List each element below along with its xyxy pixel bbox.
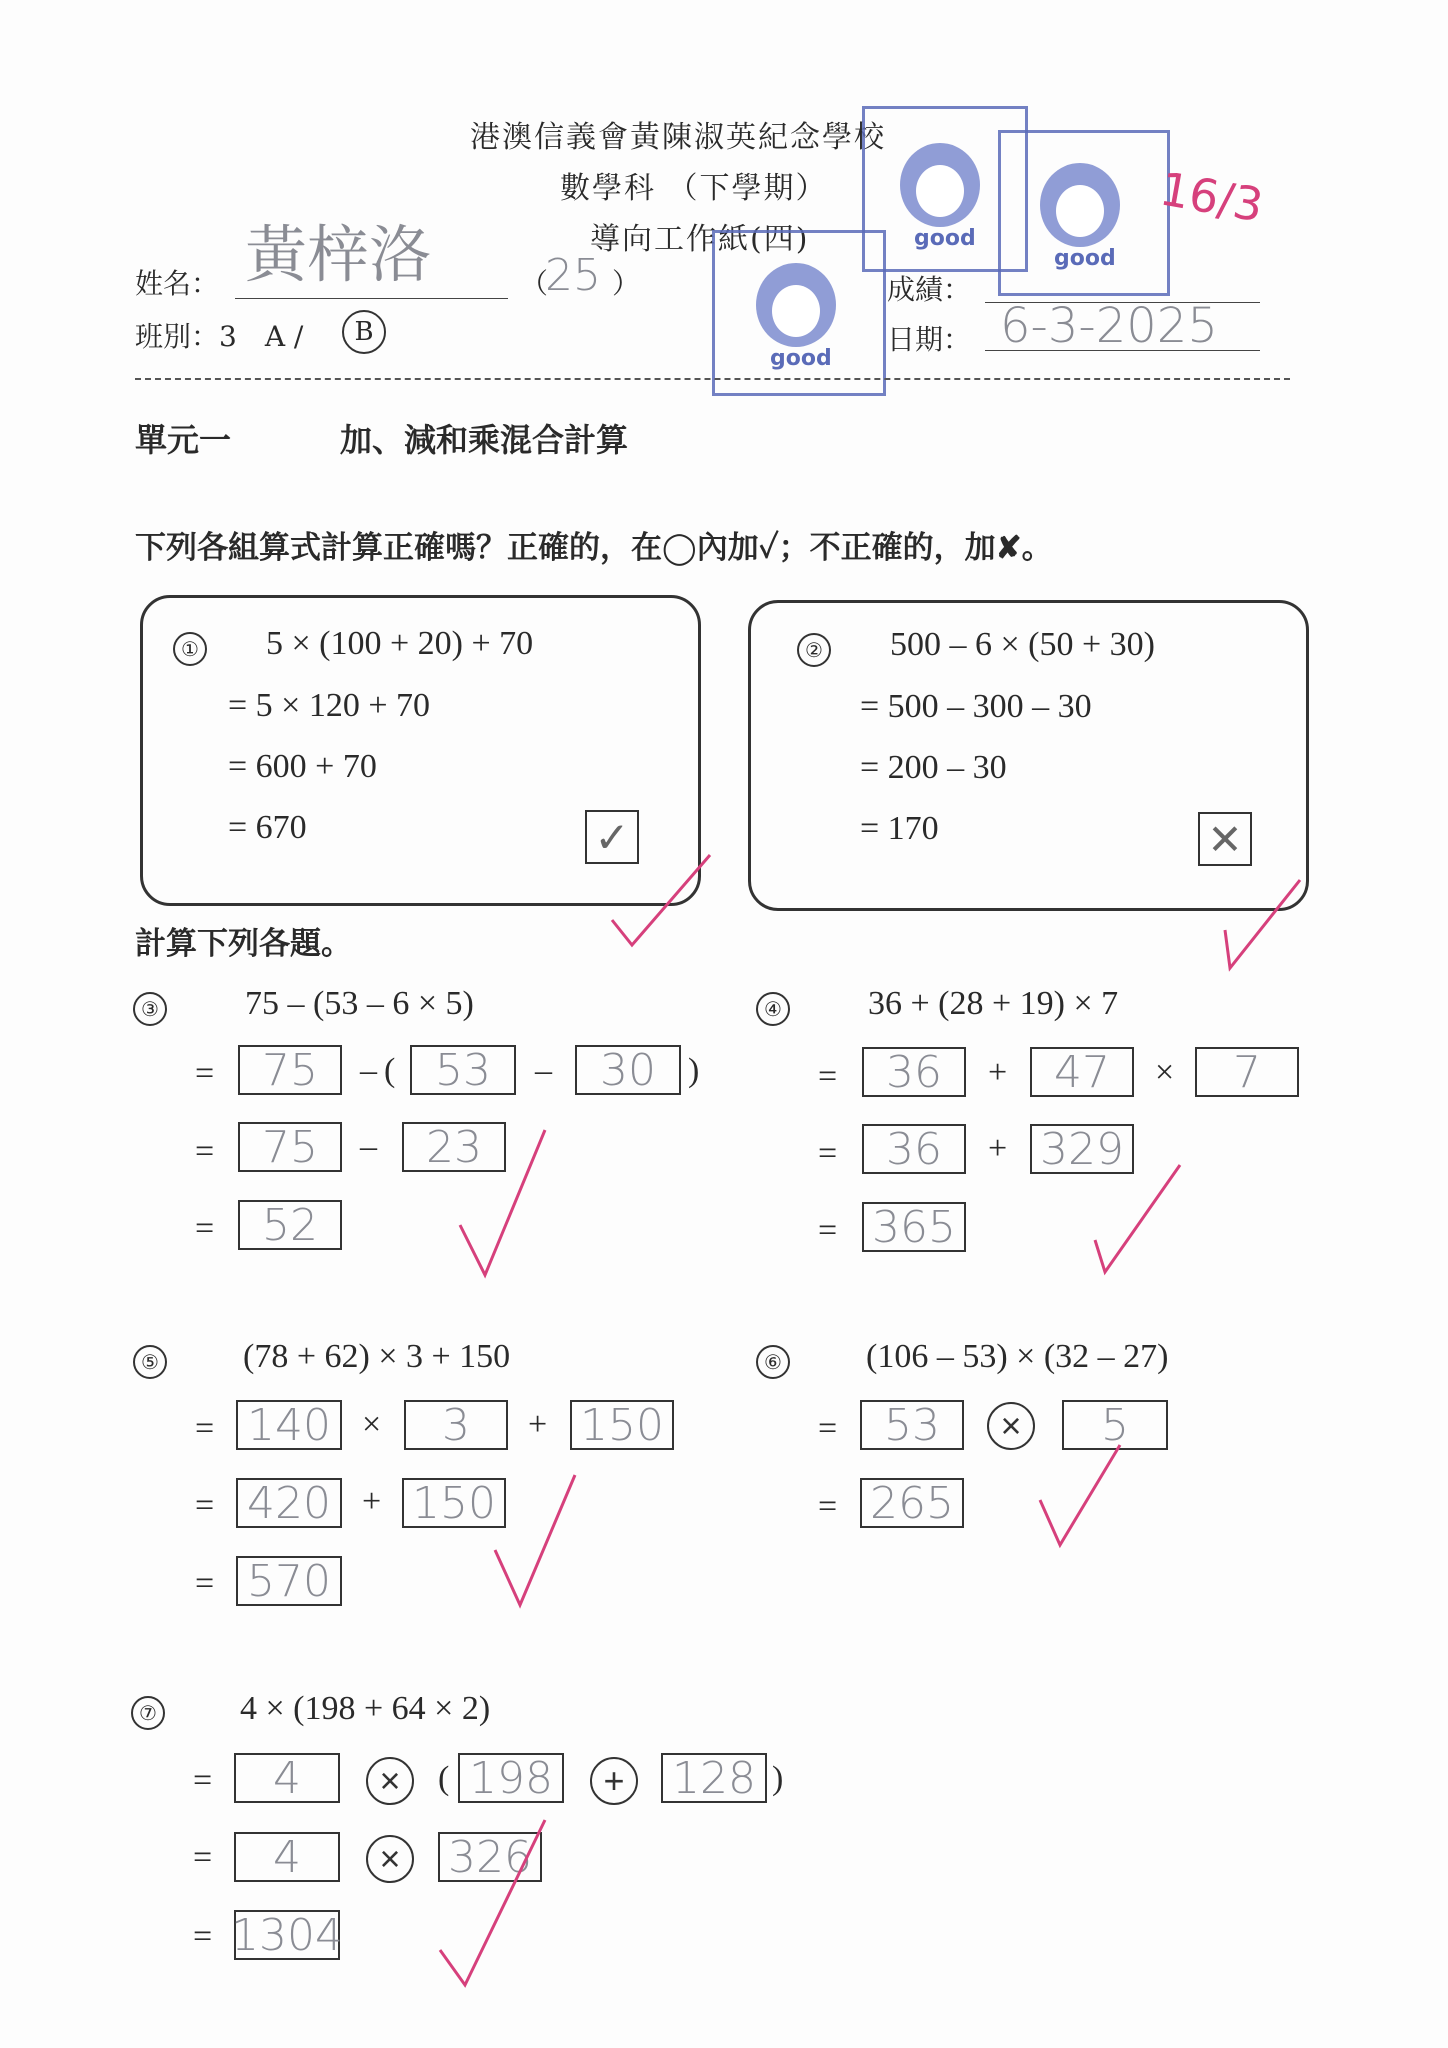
answer-box[interactable]: 23 xyxy=(402,1122,506,1172)
answer-box[interactable]: 1304 xyxy=(231,1909,343,1961)
tick-icon xyxy=(1040,1445,1120,1545)
answer-box[interactable]: 198 xyxy=(458,1753,564,1803)
answer-checkbox[interactable]: ✕ xyxy=(1198,812,1252,866)
tick-icon xyxy=(1095,1165,1180,1272)
equals: = xyxy=(195,1410,215,1447)
minus: – xyxy=(360,1128,377,1165)
class-label: 班別：3 A / xyxy=(135,320,304,353)
expr-line: = 600 + 70 xyxy=(228,748,377,785)
item-number: ③ xyxy=(133,992,167,1026)
worksheet-title: 導向工作紙(四) xyxy=(590,222,810,257)
paren: ( xyxy=(438,1760,450,1797)
equals: = xyxy=(195,1565,215,1602)
expr: 75 – (53 – 6 × 5) xyxy=(245,985,474,1022)
stamp-label: good xyxy=(770,346,832,371)
circle-times[interactable]: × xyxy=(366,1757,414,1805)
unit-title: 加、減和乘混合計算 xyxy=(340,421,629,459)
equals: = xyxy=(193,1762,213,1799)
number-close: ） xyxy=(612,267,641,300)
instruction-calc: 計算下列各題。 xyxy=(135,926,352,962)
item-number: ② xyxy=(797,633,831,667)
answer-box[interactable]: 53 xyxy=(410,1045,516,1095)
answer-box[interactable]: 150 xyxy=(402,1478,506,1528)
circle-plus[interactable]: + xyxy=(590,1757,638,1805)
expr: (78 + 62) × 3 + 150 xyxy=(243,1338,511,1375)
answer-box[interactable]: 47 xyxy=(1030,1047,1134,1097)
expr: (106 – 53) × (32 – 27) xyxy=(866,1338,1169,1375)
date-value: 6-3-2025 xyxy=(1000,298,1218,354)
equals: = xyxy=(818,1410,838,1447)
expr-line: 500 – 6 × (50 + 30) xyxy=(890,626,1155,663)
tick-icon xyxy=(495,1475,575,1605)
expr-line: = 170 xyxy=(860,810,939,847)
tick-icon xyxy=(440,1820,545,1985)
answer-box[interactable]: 36 xyxy=(862,1124,966,1174)
answer-box[interactable]: 4 xyxy=(234,1832,340,1882)
plus: + xyxy=(988,1130,1008,1167)
answer-box[interactable]: 5 xyxy=(1062,1400,1168,1450)
paren: ( xyxy=(384,1052,396,1089)
equals: = xyxy=(818,1058,838,1095)
equals: = xyxy=(195,1210,215,1247)
circle-times[interactable]: × xyxy=(987,1402,1035,1450)
answer-box[interactable]: 128 xyxy=(661,1753,767,1803)
number-value: 25 xyxy=(545,250,601,301)
date-label: 日期： xyxy=(887,323,972,356)
item-number: ① xyxy=(173,632,207,666)
equals: = xyxy=(193,1918,213,1955)
tick-icon xyxy=(1225,880,1300,968)
times: × xyxy=(1155,1054,1175,1091)
minus: – xyxy=(535,1052,552,1089)
subject-title: 數學科 （下學期） xyxy=(560,171,828,206)
answer-box[interactable]: 4 xyxy=(234,1753,340,1803)
paren: ) xyxy=(772,1760,784,1797)
answer-box[interactable]: 36 xyxy=(862,1047,966,1097)
answer-box[interactable]: 7 xyxy=(1195,1047,1299,1097)
item-number: ④ xyxy=(756,992,790,1026)
equals: = xyxy=(195,1487,215,1524)
name-label: 姓名： xyxy=(135,267,220,300)
answer-box[interactable]: 52 xyxy=(238,1200,342,1250)
stamp-label: good xyxy=(914,226,976,251)
plus: + xyxy=(528,1406,548,1443)
school-name: 港澳信義會黃陳淑英紀念學校 xyxy=(470,120,886,155)
item-number: ⑤ xyxy=(133,1345,167,1379)
teacher-mark-date: 16/3 xyxy=(1156,161,1268,233)
equals: = xyxy=(193,1839,213,1876)
plus: + xyxy=(988,1054,1008,1091)
item-number: ⑦ xyxy=(131,1696,165,1730)
plus: + xyxy=(362,1483,382,1520)
score-label: 成績： xyxy=(887,273,972,306)
stamp-label: good xyxy=(1054,246,1116,271)
minus: – xyxy=(360,1052,377,1089)
circle-times[interactable]: × xyxy=(366,1835,414,1883)
answer-box[interactable]: 75 xyxy=(238,1045,342,1095)
name-value: 黃梓洛 xyxy=(245,218,432,291)
expr-line: = 670 xyxy=(228,809,307,846)
answer-box[interactable]: 265 xyxy=(860,1478,964,1528)
answer-checkbox[interactable]: ✓ xyxy=(585,810,639,864)
expr-line: = 500 – 300 – 30 xyxy=(860,688,1092,725)
answer-box[interactable]: 570 xyxy=(236,1556,342,1606)
answer-box[interactable]: 75 xyxy=(238,1122,342,1172)
expr: 36 + (28 + 19) × 7 xyxy=(868,985,1119,1022)
answer-box[interactable]: 329 xyxy=(1030,1124,1134,1174)
class-circled: B xyxy=(342,310,386,354)
answer-box[interactable]: 3 xyxy=(404,1400,508,1450)
equals: = xyxy=(195,1055,215,1092)
equals: = xyxy=(818,1212,838,1249)
unit-label: 單元一 xyxy=(135,421,232,459)
instruction-check: 下列各組算式計算正確嗎？正確的，在◯內加✓；不正確的，加✘。 xyxy=(135,530,1053,566)
answer-box[interactable]: 53 xyxy=(860,1400,964,1450)
expr-line: 5 × (100 + 20) + 70 xyxy=(266,625,534,662)
answer-box[interactable]: 326 xyxy=(438,1832,542,1882)
expr-line: = 200 – 30 xyxy=(860,749,1007,786)
answer-box[interactable]: 140 xyxy=(236,1400,342,1450)
expr-line: = 5 × 120 + 70 xyxy=(228,687,431,724)
equals: = xyxy=(818,1488,838,1525)
answer-box[interactable]: 420 xyxy=(236,1478,342,1528)
answer-box[interactable]: 150 xyxy=(570,1400,674,1450)
number-open: （ xyxy=(520,267,549,300)
item-number: ⑥ xyxy=(756,1345,790,1379)
equals: = xyxy=(818,1135,838,1172)
tick-icon xyxy=(460,1130,545,1275)
tick-icon xyxy=(612,855,710,945)
answer-box[interactable]: 30 xyxy=(575,1045,681,1095)
times: × xyxy=(362,1406,382,1443)
expr: 4 × (198 + 64 × 2) xyxy=(240,1690,491,1727)
paren: ) xyxy=(688,1052,700,1089)
equals: = xyxy=(195,1133,215,1170)
answer-box[interactable]: 365 xyxy=(862,1202,966,1252)
